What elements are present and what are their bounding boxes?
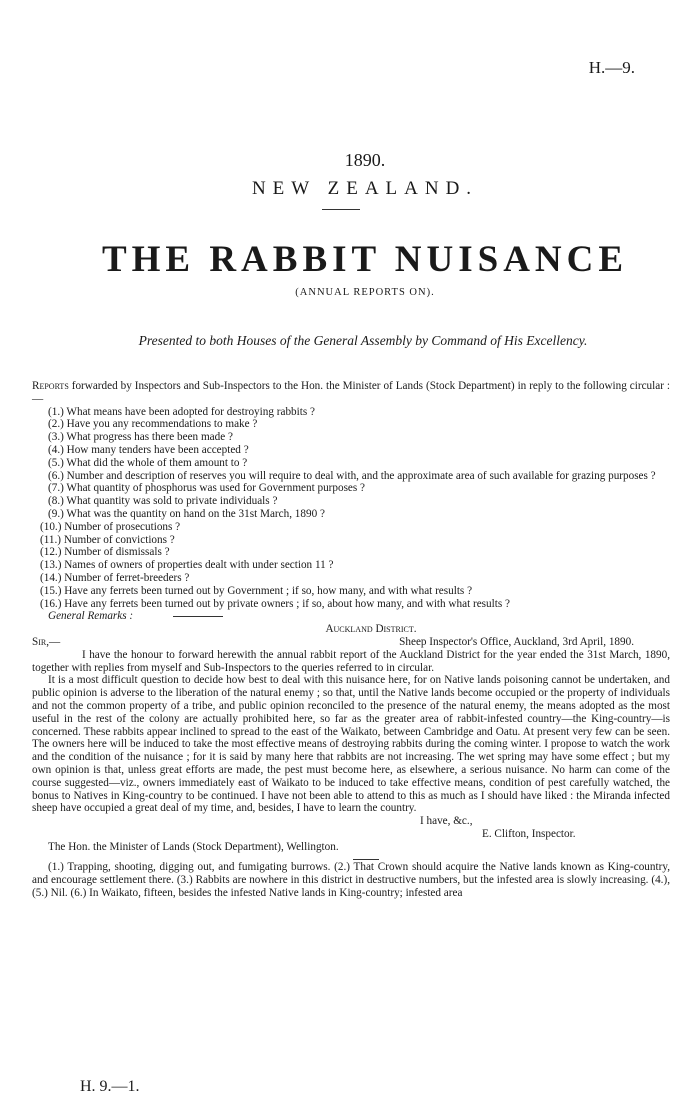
general-remarks-line bbox=[32, 610, 670, 623]
question-item: (8.) What quantity was sold to private individuals ? bbox=[48, 495, 278, 508]
intro-lead: Reports bbox=[32, 380, 69, 392]
question-item: (4.) How many tenders have been accepted ? bbox=[48, 443, 249, 456]
general-remarks-label: General Remarks : bbox=[48, 610, 134, 623]
salutation: Sir,— bbox=[32, 635, 61, 648]
letter-paragraph: It is a most difficult question to decide how best to deal with this nuisance here, for on Native lands poisoning cannot be undertaken, and public opinion is adverse to the liberation of the natural enemy ; so that, until the Native lands become occupied or the property of individuals and not the common property of a tribe, and public opinion reconciled to the presence of the natural enemy, the means adopted as the most useful in the rest of the colony are actually prohibited here, so far as the greater area of rabbit-infested country—the King-country—is concerned. These rabbits appear inclined to spread to the east of the Waikato, between Cambridge and Oatu. At present very few can be seen. The owners here will be induced to take the most effective means of destroying rabbits during the coming winter. I propose to watch the work and the condition of the nuisance ; for it is said by many here that rabbits are not increasing. The wet spring may have some effect ; but my own opinion is that, unless great efforts are made, the pest must become here, as elsewhere, a serious nuisance. No harm can come of the course suggested—viz., owners immediately east of Waikato to be induced to take effective means, condition of pest carefully watched, the bonus to Natives in King-country to be continued. I have not been able to attend to this as much as I should have liked : the Miranda infected sheep have occupied a great deal of my time, and, besides, I have to learn the country. bbox=[32, 674, 670, 815]
document-subtitle: (ANNUAL REPORTS ON). bbox=[295, 287, 435, 298]
divider-row bbox=[32, 853, 670, 861]
question-item: (7.) What quantity of phosphorus was used for Government purposes ? bbox=[48, 482, 366, 495]
year: 1890. bbox=[344, 150, 386, 170]
question-item: (9.) What was the quantity on hand on the 31st March, 1890 ? bbox=[48, 507, 325, 520]
letter-header bbox=[32, 636, 670, 649]
closing: I have, &c., bbox=[420, 815, 473, 828]
question-item: (1.) What means have been adopted for destroying rabbits ? bbox=[48, 405, 315, 418]
dateline: Sheep Inspector's Office, Auckland, 3rd April, 1890. bbox=[399, 635, 634, 648]
signature: E. Clifton, Inspector. bbox=[482, 827, 576, 840]
question-item: (3.) What progress has there been made ? bbox=[48, 431, 233, 444]
district-heading: Auckland District. bbox=[325, 623, 417, 636]
divider bbox=[173, 616, 223, 617]
question-item: (14.) Number of ferret-breeders ? bbox=[40, 571, 190, 584]
addressee: The Hon. the Minister of Lands (Stock Department), Wellington. bbox=[48, 840, 339, 853]
divider bbox=[353, 859, 379, 860]
letter-paragraph: I have the honour to forward herewith the annual rabbit report of the Auckland District for the year ended the 31st March, 1890, together with replies from myself and Sub-Inspectors to the queries referred to in circular. bbox=[32, 648, 670, 674]
questions-list bbox=[32, 406, 670, 611]
intro-rest: forwarded by Inspectors and Sub-Inspectors to the Hon. the Minister of Lands (Stock Department) in reply to the following circular :— bbox=[32, 380, 670, 405]
paper-code: H.—9. bbox=[588, 58, 635, 77]
country-heading: NEW ZEALAND. bbox=[251, 178, 479, 199]
question-item: (2.) Have you any recommendations to make ? bbox=[48, 418, 258, 431]
question-item: (5.) What did the whole of them amount to ? bbox=[48, 456, 248, 469]
question-item: (10.) Number of prosecutions ? bbox=[40, 520, 181, 533]
question-item: (6.) Number and description of reserves you will require to deal with, and the approximate area of such available for grazing purposes ? bbox=[48, 469, 656, 482]
divider bbox=[322, 209, 360, 210]
intro-paragraph bbox=[32, 380, 670, 406]
question-item: (16.) Have any ferrets been turned out by private owners ; if so, about how many, and with what results ? bbox=[40, 597, 510, 610]
question-item: (11.) Number of convictions ? bbox=[40, 533, 175, 546]
page-footer-code: H. 9.—1. bbox=[80, 1078, 140, 1095]
document-title: THE RABBIT NUISANCE bbox=[101, 239, 629, 280]
question-item: (12.) Number of dismissals ? bbox=[40, 546, 170, 559]
question-item: (15.) Have any ferrets been turned out by Government ; if so, how many, and with what results ? bbox=[40, 584, 473, 597]
answers-paragraph: (1.) Trapping, shooting, digging out, and fumigating burrows. (2.) That Crown should acquire the Native lands known as King-country, and encourage settlement there. (3.) Rabbits are nowhere in this district in destructive numbers, but the infested area is slowly increasing. (4.), (5.) Nil. (6.) In Waikato, fifteen, besides the infested Native lands in King-country; infested area bbox=[32, 861, 670, 900]
body-text bbox=[32, 380, 670, 900]
question-item: (13.) Names of owners of properties dealt with under section 11 ? bbox=[40, 559, 334, 572]
presented-line: Presented to both Houses of the General Assembly by Command of His Excellency. bbox=[138, 333, 588, 348]
